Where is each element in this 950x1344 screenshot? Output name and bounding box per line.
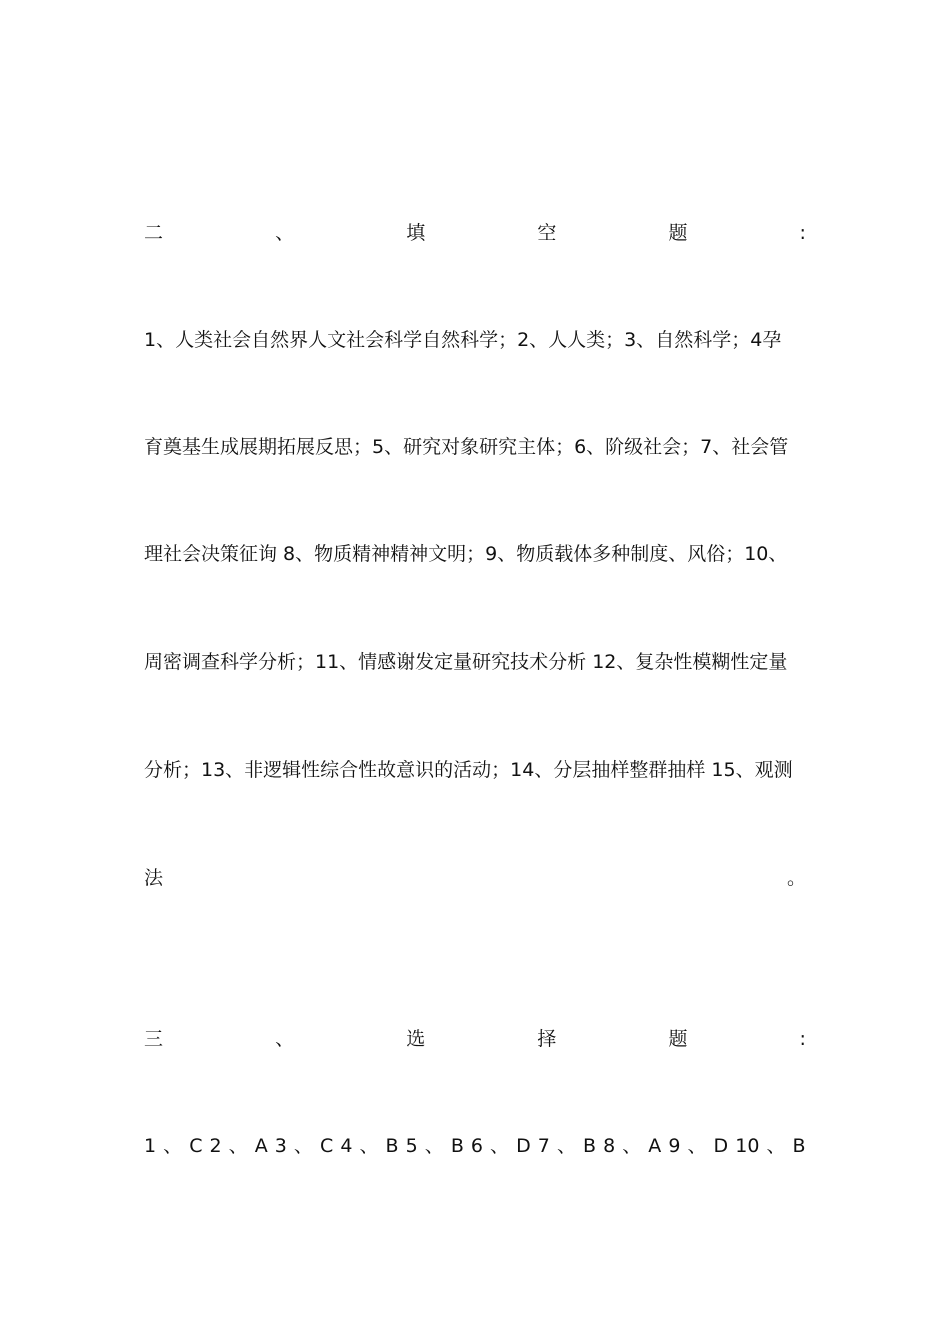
choice-answer-token: A xyxy=(254,1135,268,1157)
fill-answer-line-4: 周密调查科学分析；11、情感谢发定量研究技术分析 12、复杂性模糊性定量 xyxy=(144,651,788,673)
heading-char: 填 xyxy=(406,222,426,244)
choice-answer-token: 4 xyxy=(340,1135,353,1157)
choice-answer-token: B xyxy=(792,1135,806,1157)
fill-answer-line-5: 分析；13、非逻辑性综合性故意识的活动；14、分层抽样整群抽样 15、观测 xyxy=(144,759,793,781)
choice-answer-token: 8 xyxy=(603,1135,616,1157)
heading-char: 二 xyxy=(144,222,164,244)
fill-answer-line-2: 育奠基生成展期拓展反思；5、研究对象研究主体；6、阶级社会；7、社会管 xyxy=(144,436,789,458)
section2-heading xyxy=(144,219,806,247)
choice-answer-token: 、 xyxy=(490,1135,510,1157)
heading-char: 、 xyxy=(275,222,295,244)
choice-answer-token: A xyxy=(648,1135,662,1157)
choice-answers-line xyxy=(144,1132,806,1160)
heading-char: 择 xyxy=(537,1028,557,1050)
heading-char: : xyxy=(799,222,806,244)
choice-answer-token: 、 xyxy=(163,1135,183,1157)
heading-char: 、 xyxy=(275,1028,295,1050)
fill-answer-period: 。 xyxy=(786,867,806,889)
choice-answer-token: 、 xyxy=(766,1135,786,1157)
section3-heading xyxy=(144,1025,806,1053)
fill-answer-line-1: 1、人类社会自然界人文社会科学自然科学；2、人人类；3、自然科学；4孕 xyxy=(144,329,782,351)
choice-answer-token: 6 xyxy=(470,1135,483,1157)
choice-answer-token: 3 xyxy=(274,1135,287,1157)
choice-answer-token: 2 xyxy=(209,1135,222,1157)
heading-char: : xyxy=(799,1028,806,1050)
choice-answer-token: 1 xyxy=(144,1135,157,1157)
choice-answer-token: C xyxy=(189,1135,203,1157)
heading-char: 三 xyxy=(144,1028,164,1050)
fill-answer-line-3: 理社会决策征询 8、物质精神精神文明；9、物质载体多种制度、风俗；10、 xyxy=(144,543,788,565)
choice-answer-token: 9 xyxy=(668,1135,681,1157)
choice-answer-token: 、 xyxy=(228,1135,248,1157)
heading-char: 题 xyxy=(668,1028,688,1050)
choice-answer-token: D xyxy=(713,1135,729,1157)
choice-answer-token: 7 xyxy=(537,1135,550,1157)
choice-answer-token: D xyxy=(516,1135,531,1157)
choice-answer-token: 、 xyxy=(293,1135,313,1157)
choice-answer-token: B xyxy=(385,1135,399,1157)
choice-answer-token: 、 xyxy=(687,1135,707,1157)
fill-answer-line-6 xyxy=(144,864,806,892)
choice-answer-token: C xyxy=(319,1135,334,1157)
choice-answer-token: 10 xyxy=(735,1135,760,1157)
heading-char: 空 xyxy=(537,222,557,244)
heading-char: 选 xyxy=(406,1028,426,1050)
choice-answer-token: 5 xyxy=(405,1135,418,1157)
choice-answer-token: 、 xyxy=(556,1135,576,1157)
choice-answer-token: 、 xyxy=(359,1135,379,1157)
fill-answer-last-word: 法 xyxy=(144,867,164,889)
choice-answer-token: 、 xyxy=(424,1135,444,1157)
choice-answer-token: B xyxy=(450,1135,464,1157)
choice-answer-token: B xyxy=(583,1135,597,1157)
heading-char: 题 xyxy=(668,222,688,244)
choice-answer-token: 、 xyxy=(622,1135,642,1157)
